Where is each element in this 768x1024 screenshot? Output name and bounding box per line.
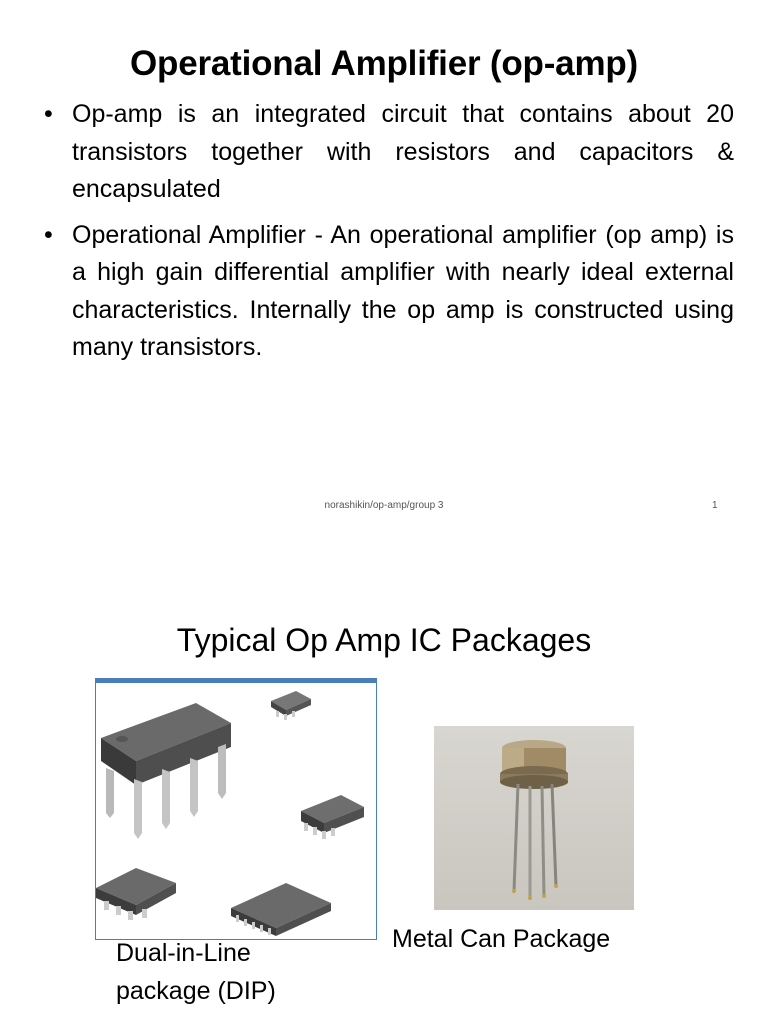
dip-chip-icon — [101, 703, 231, 839]
bullet-icon: • — [44, 220, 53, 249]
dip-package-image — [95, 678, 377, 940]
bullet-list — [44, 96, 734, 375]
bullet-item — [44, 96, 734, 209]
bullet-item — [44, 217, 734, 367]
slide-2 — [0, 560, 768, 1024]
slide-title: Typical Op Amp IC Packages — [176, 622, 592, 658]
soic-small-icon — [271, 691, 311, 720]
soic-medium-icon — [301, 795, 364, 839]
metal-can-caption: Metal Can Package — [392, 925, 611, 953]
tssop-icon — [231, 883, 331, 936]
soic-bottom-left-icon — [96, 868, 176, 920]
bullet-text: Op-amp is an integrated circuit that contains about 20 transistors together with resistors and capacitors & encapsulated — [72, 100, 734, 203]
dip-caption — [116, 934, 276, 1010]
bullet-icon: • — [44, 100, 53, 128]
bullet-text: Operational Amplifier - An operational amplifier (op amp) is a high gain differential amplifier with nearly ideal external characteristics. Internally the op amp is constructed using many transistors. — [72, 220, 734, 361]
dip-caption-line-2: package (DIP) — [116, 977, 276, 1005]
page-number: 1 — [712, 500, 718, 511]
dip-caption-line-1: Dual-in-Line — [116, 939, 251, 967]
metal-can-package-image — [434, 726, 634, 910]
slide-title: Operational Amplifier (op-amp) — [129, 44, 638, 83]
slide-footer: norashikin/op-amp/group 3 — [324, 500, 444, 511]
metal-can-icon — [500, 740, 568, 900]
